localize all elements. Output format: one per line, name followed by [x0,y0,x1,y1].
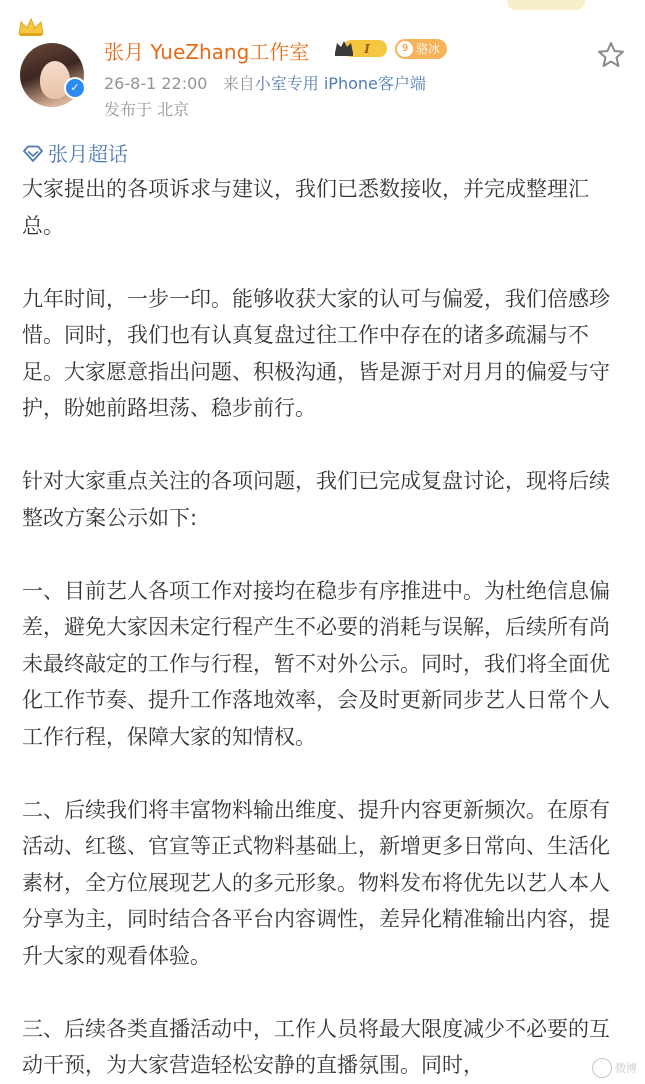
watermark-text: 微博 [615,1062,637,1075]
source-prefix: 来自 [222,74,255,93]
post-header [0,0,645,130]
post-paragraph: 大家提出的各项诉求与建议，我们已悉数接收，并完成整理汇总。 [22,177,589,238]
post-paragraph: 三、后续各类直播活动中，工作人员将最大限度减少不必要的互动干预，为大家营造轻松安静的直播氛围。同时， [22,1016,610,1077]
watermark-logo-icon [592,1058,612,1078]
super-topic-link[interactable] [22,137,627,171]
fan-badge-level: 9 [397,41,413,57]
star-icon[interactable] [596,40,626,70]
verified-icon: ✓ [64,77,86,99]
author-name[interactable]: 张月 YueZhang工作室 [104,40,310,64]
fan-badge-name: 骆冰 [416,42,441,56]
post-location: 发布于 北京 [104,100,190,119]
post-paragraph: 二、后续我们将丰富物料输出维度、提升内容更新频次。在原有活动、红毯、官宣等正式物料基础上，新增更多日常向、生活化素材，全方位展现艺人的多元形象。物料发布将优先以艺人本人分享为主，同时结合各平台内容调性，差异化精准输出内容，提升大家的观看体验。 [22,797,610,968]
post-body [22,137,627,1084]
level-badge-icon [333,38,387,59]
post-paragraph: 一、目前艺人各项工作对接均在稳步有序推进中。为杜绝信息偏差，避免大家因未定行程产生不必要的消耗与误解，后续所有尚未最终敲定的工作与行程，暂不对外公示。同时，我们将全面优化工作节奏、提升工作落地效率，会及时更新同步艺人日常个人工作行程，保障大家的知情权。 [22,578,610,749]
super-topic-icon [22,145,44,163]
post-meta [104,71,426,94]
watermark [592,1058,637,1078]
level-badge-text: I [364,42,370,56]
crown-icon [17,16,45,38]
post-paragraph: 九年时间，一步一印。能够收获大家的认可与偏爱，我们倍感珍惜。同时，我们也有认真复盘过往工作中存在的诸多疏漏与不足。大家愿意指出问题、积极沟通，皆是源于对月月的偏爱与守护，盼她前路坦荡、稳步前行。 [22,286,610,420]
post-paragraph: 针对大家重点关注的各项问题，我们已完成复盘讨论，现将后续整改方案公示如下: [22,469,610,530]
super-topic-label: 张月超话 [48,142,128,166]
source-client[interactable]: 小室专用 iPhone客户端 [254,74,426,93]
fan-badge-icon[interactable] [395,39,447,59]
post-timestamp: 26-8-1 22:00 [104,74,208,93]
